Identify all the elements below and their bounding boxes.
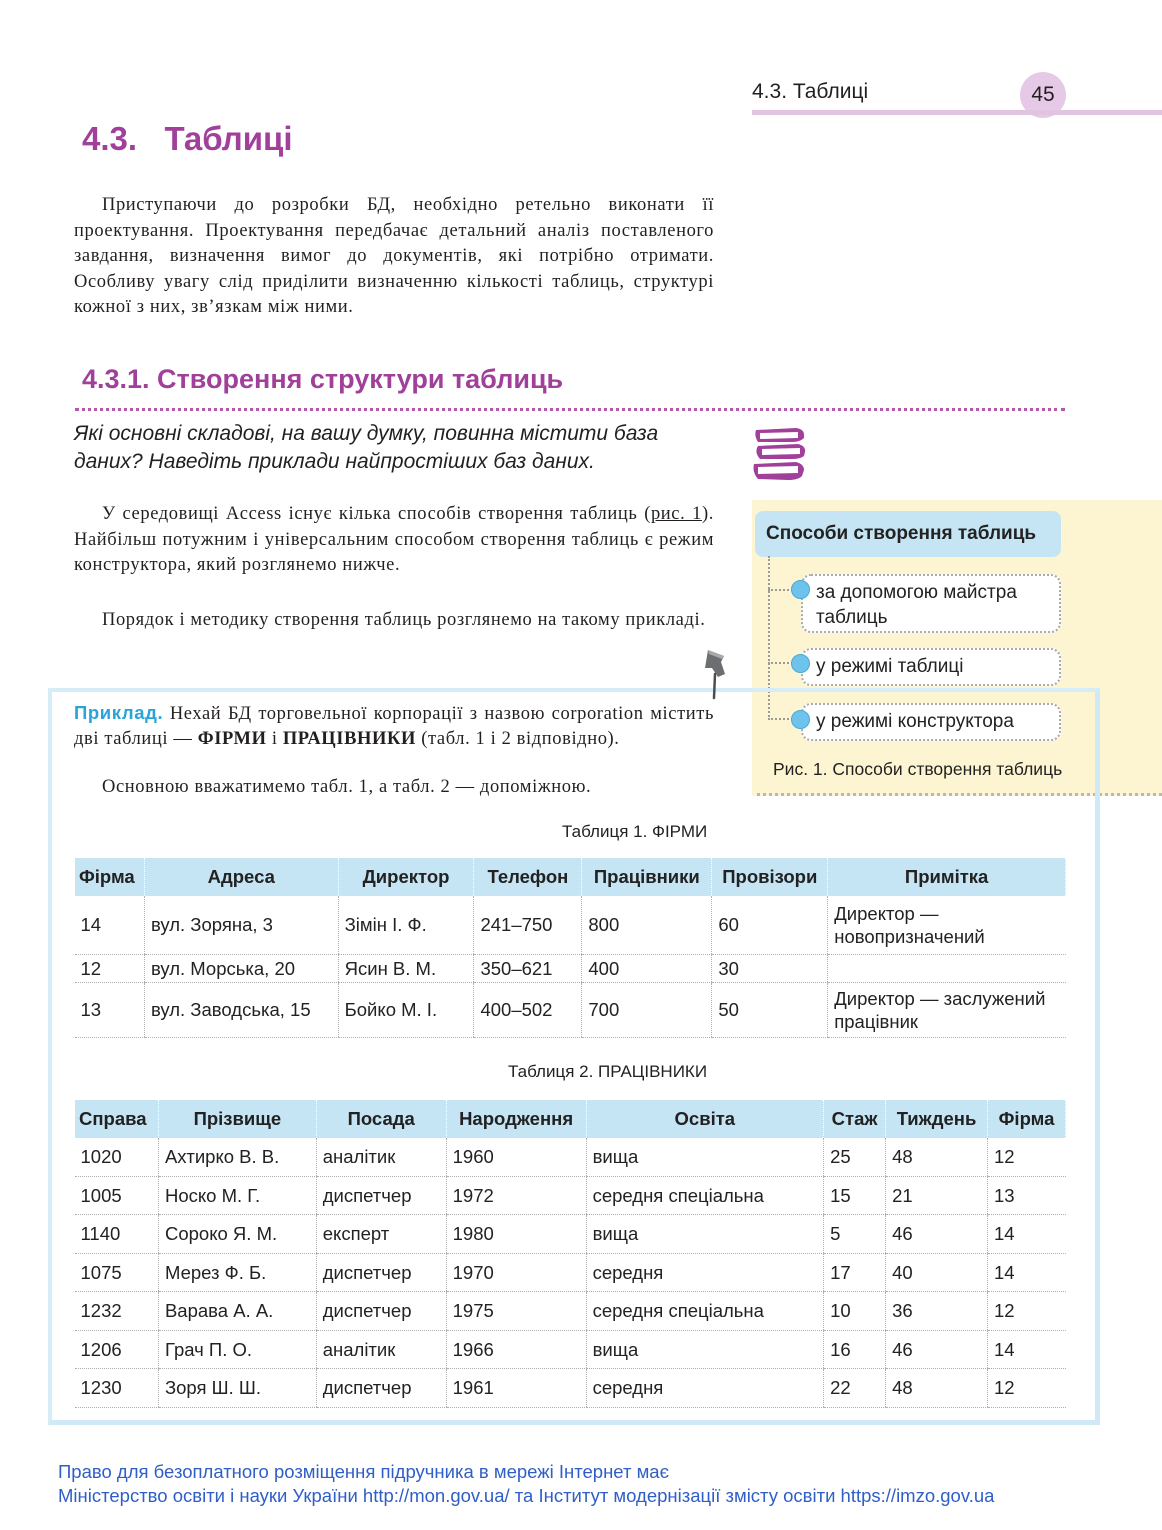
figure-option-wizard: [801, 574, 1061, 633]
table-cell: середня: [586, 1253, 824, 1292]
column-header: Справа: [75, 1100, 159, 1138]
running-header-title: 4.3. Таблиці: [752, 80, 869, 103]
table-cell: 1075: [75, 1253, 159, 1292]
table2-caption: Таблиця 2. ПРАЦІВНИКИ: [508, 1062, 708, 1081]
table-cell: 1232: [75, 1292, 159, 1331]
table-firms: [74, 858, 1066, 1038]
table-cell: Носко М. Г.: [158, 1176, 316, 1215]
table-cell: 60: [712, 896, 828, 954]
table-row: [75, 982, 1066, 1037]
table-cell: середня спеціальна: [586, 1292, 824, 1331]
table-cell: 5: [824, 1215, 886, 1254]
table-cell: диспетчер: [316, 1292, 446, 1331]
example-label: Приклад.: [74, 702, 164, 723]
pushpin-icon: [694, 646, 734, 702]
table-cell: диспетчер: [316, 1253, 446, 1292]
subsection-title: 4.3.1. Створення структури таблиць: [82, 364, 564, 394]
table-cell: 36: [886, 1292, 988, 1331]
table-cell: 1975: [446, 1292, 586, 1331]
table-cell: Директор — новопризначений: [828, 896, 1066, 954]
column-header: Директор: [338, 858, 474, 896]
footer-license-line: Право для безоплатного розміщення підручника в мережі Інтернет має: [58, 1461, 670, 1482]
column-header: Телефон: [474, 858, 582, 896]
figure-option-label: у режимі таблиці: [816, 656, 964, 677]
example-text: (табл. 1 і 2 відповідно).: [416, 729, 620, 749]
table-row: [75, 1253, 1066, 1292]
table-cell: вища: [586, 1330, 824, 1369]
table-cell: Зоря Ш. Ш.: [158, 1369, 316, 1408]
table-cell: 241–750: [474, 896, 582, 954]
table-cell: [828, 954, 1066, 982]
table-employees: [74, 1100, 1066, 1408]
table-row: [75, 896, 1066, 954]
table-cell: 16: [824, 1330, 886, 1369]
figure-option-datasheet: [801, 648, 1061, 686]
column-header: Стаж: [824, 1100, 886, 1138]
table-cell: вул. Морська, 20: [144, 954, 338, 982]
table-cell: аналітик: [316, 1330, 446, 1369]
table-cell: 12: [75, 954, 145, 982]
figure-caption: Рис. 1. Способи створення таблиць: [773, 759, 1063, 779]
table-cell: 1206: [75, 1330, 159, 1369]
table-cell: 700: [582, 982, 712, 1037]
table-header-row: [75, 1100, 1066, 1138]
table-cell: аналітик: [316, 1138, 446, 1176]
intro-paragraph: Приступаючи до розробки БД, необхідно ретельно виконати її проектування. Проектування передбачає детальний аналіз поставленого завдання, визначення вимог до документів, які потрібно отримати. Особливу увагу слід приділити визначенню кількості таблиць, структурі кожної з них, зв’язкам між ними.: [74, 195, 714, 317]
para2-text-before: У середовищі Access існує кілька способів створення таблиць (: [102, 504, 651, 524]
table-cell: 1961: [446, 1369, 586, 1408]
table-cell: 22: [824, 1369, 886, 1408]
example-text: і: [266, 729, 283, 749]
table-cell: 21: [886, 1176, 988, 1215]
access-methods-paragraph: [74, 502, 714, 579]
table-cell: 1960: [446, 1138, 586, 1176]
table-cell: Зімін І. Ф.: [338, 896, 474, 954]
table-cell: 350–621: [474, 954, 582, 982]
table-cell: Директор — заслужений працівник: [828, 982, 1066, 1037]
header-rule: [752, 110, 1162, 115]
example-text: Нехай БД торговельної корпорації з назвою corporation містить дві таблиці —: [74, 704, 714, 749]
section-title: 4.3. Таблиці: [82, 120, 293, 157]
column-header: Народження: [446, 1100, 586, 1138]
table-cell: 14: [988, 1330, 1066, 1369]
table-cell: 10: [824, 1292, 886, 1331]
table-cell: 1005: [75, 1176, 159, 1215]
table-cell: 1966: [446, 1330, 586, 1369]
table-cell: середня спеціальна: [586, 1176, 824, 1215]
page-number: 45: [1020, 72, 1066, 118]
table-cell: вища: [586, 1138, 824, 1176]
table-row: [75, 1292, 1066, 1331]
table-cell: Варава А. А.: [158, 1292, 316, 1331]
table-cell: Сороко Я. М.: [158, 1215, 316, 1254]
table-cell: 14: [988, 1215, 1066, 1254]
figure-option-label: у режимі конструктора: [816, 711, 1014, 732]
column-header: Фірма: [988, 1100, 1066, 1138]
column-header: Фірма: [75, 858, 145, 896]
table-cell: диспетчер: [316, 1176, 446, 1215]
question-text: Які основні складові, на вашу думку, повинна містити база даних? Наведіть приклади найпростіших баз даних.: [74, 422, 659, 473]
table-cell: 1970: [446, 1253, 586, 1292]
bullet-dot-icon: [791, 580, 810, 599]
table-cell: 46: [886, 1330, 988, 1369]
table-cell: 1980: [446, 1215, 586, 1254]
figure-option-label: за допомогою майстра таблиць: [816, 582, 1017, 628]
figure-title: Способи створення таблиць: [755, 511, 1061, 557]
table-cell: 400: [582, 954, 712, 982]
table-cell: експерт: [316, 1215, 446, 1254]
table-cell: Грач П. О.: [158, 1330, 316, 1369]
table-cell: 12: [988, 1369, 1066, 1408]
column-header: Освіта: [586, 1100, 824, 1138]
books-icon: [752, 424, 808, 484]
example-paragraph-2: Основною вважатимемо табл. 1, а табл. 2 — допоміжною.: [102, 777, 592, 797]
table-cell: 14: [988, 1253, 1066, 1292]
table-cell: 1972: [446, 1176, 586, 1215]
table-row: [75, 1138, 1066, 1176]
table-header-row: [75, 858, 1066, 896]
para2-text-after: ). Найбільш потужним і універсальним способом створення таблиць є режим конструктора, який розглянемо нижче.: [74, 504, 714, 575]
table-cell: 800: [582, 896, 712, 954]
table-cell: диспетчер: [316, 1369, 446, 1408]
table-row: [75, 1330, 1066, 1369]
column-header: Прізвище: [158, 1100, 316, 1138]
table-cell: Ясин В. М.: [338, 954, 474, 982]
example-paragraph: [74, 700, 714, 752]
table-cell: 12: [988, 1138, 1066, 1176]
bullet-dot-icon: [791, 654, 810, 673]
table-cell: вул. Заводська, 15: [144, 982, 338, 1037]
column-header: Адреса: [144, 858, 338, 896]
table-cell: 50: [712, 982, 828, 1037]
table-cell: Мерез Ф. Б.: [158, 1253, 316, 1292]
table-cell: 14: [75, 896, 145, 954]
figure-reference-link[interactable]: рис. 1: [650, 504, 702, 524]
table-cell: Бойко М. І.: [338, 982, 474, 1037]
table-cell: 25: [824, 1138, 886, 1176]
table-cell: Ахтирко В. В.: [158, 1138, 316, 1176]
column-header: Тиждень: [886, 1100, 988, 1138]
table-cell: 1230: [75, 1369, 159, 1408]
table-row: [75, 1176, 1066, 1215]
table-row: [75, 1215, 1066, 1254]
table-cell: вища: [586, 1215, 824, 1254]
table-cell: 48: [886, 1138, 988, 1176]
footer-ministry-line: Міністерство освіти і науки України http://mon.gov.ua/ та Інститут модернізації змісту освіти https://imzo.gov.ua: [58, 1485, 995, 1506]
table-cell: 17: [824, 1253, 886, 1292]
table-cell: 15: [824, 1176, 886, 1215]
order-paragraph: Порядок і методику створення таблиць розглянемо на такому прикладі.: [102, 610, 706, 630]
table-cell: 12: [988, 1292, 1066, 1331]
column-header: Посада: [316, 1100, 446, 1138]
table-cell: 13: [988, 1176, 1066, 1215]
table-row: [75, 954, 1066, 982]
table-cell: 30: [712, 954, 828, 982]
example-term-employees: ПРАЦІВНИКИ: [282, 729, 417, 749]
table-cell: вул. Зоряна, 3: [144, 896, 338, 954]
table1-caption: Таблиця 1. ФІРМИ: [562, 822, 708, 841]
table-cell: 400–502: [474, 982, 582, 1037]
table-cell: 13: [75, 982, 145, 1037]
column-header: Провізори: [712, 858, 828, 896]
example-term-firms: ФІРМИ: [197, 729, 267, 749]
table-cell: 1140: [75, 1215, 159, 1254]
table-cell: 46: [886, 1215, 988, 1254]
column-header: Примітка: [828, 858, 1066, 896]
column-header: Працівники: [582, 858, 712, 896]
table-cell: 48: [886, 1369, 988, 1408]
table-cell: 1020: [75, 1138, 159, 1176]
table-row: [75, 1369, 1066, 1408]
table-cell: 40: [886, 1253, 988, 1292]
table-cell: середня: [586, 1369, 824, 1408]
dotted-divider: [75, 408, 1065, 411]
